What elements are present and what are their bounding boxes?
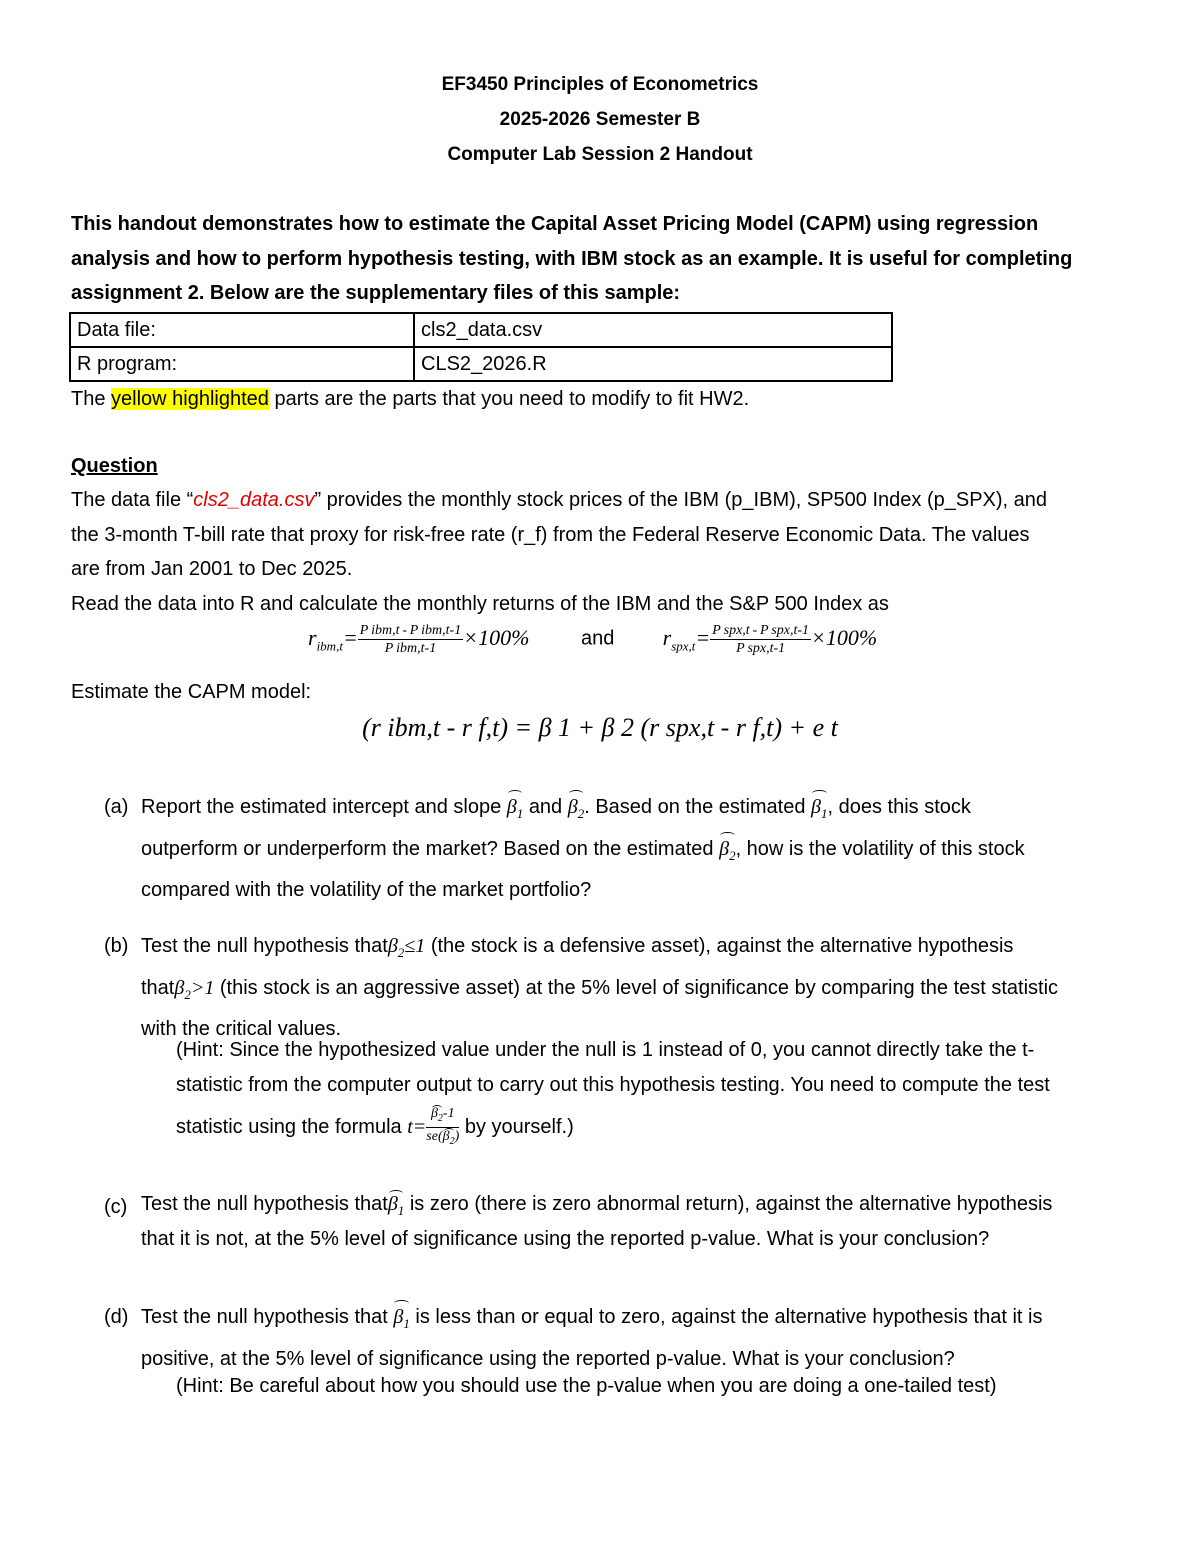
table-cell-value: CLS2_2026.R	[414, 347, 892, 381]
table-cell-value: cls2_data.csv	[414, 313, 892, 347]
semester-title: 2025-2026 Semester B	[499, 109, 701, 130]
table-cell-label: Data file:	[70, 313, 414, 347]
question-heading: Question	[71, 455, 158, 477]
table-cell-label: R program:	[70, 347, 414, 381]
capm-equation: (r ibm,t - r f,t) = β 1 + β 2 (r spx,t - r f,t) + e t	[362, 713, 838, 742]
part-b-hint: (Hint: Since the hypothesized value under the null is 1 instead of 0, you cannot directly take the t- statistic from the computer output to carry out this hypothesis testing. You need to compute the test statistic using the formula t= $\frac{\beta_2-1}{se(\beta_2)}$ by yourself.)	[176, 1033, 1132, 1152]
highlight-note: The yellow highlighted parts are the parts that you need to modify to fit HW2.	[71, 388, 750, 410]
spx-return-formula: $r_{spx,t}=$ $\frac{\text{P spx,t - P spx,t-1}}{\text{P spx,t-1}}$ ×100%	[662, 623, 878, 656]
data-filename: cls2_data.csv	[193, 489, 315, 511]
part-b: (b) Test the null hypothesis thatβ$_2$≤1 (the stock is a defensive asset), against the alternative hypothesis thatβ$_2$>1 (this stock is an aggressive asset) at the 5% level of significance by comparing the test statistic with the critical values.	[104, 935, 1059, 1040]
part-a: (a) Report the estimated intercept and slope $\beta_1$ and $\beta_2$. Based on the estimated $\beta_1$, does this stock outperform or underperform the market? Based on the estimated $\beta_2$, how is the volatility of this stock compared with the volatility of the market portfolio?	[104, 790, 1132, 908]
intro-paragraph: This handout demonstrates how to estimate the Capital Asset Pricing Model (CAPM) using regression analysis and how to perform hypothesis testing, with IBM stock as an example. It is useful for completing assignment 2. Below are the supplementary files of this sample:	[71, 213, 1073, 304]
session-title: Computer Lab Session 2 Handout	[447, 144, 753, 165]
ibm-return-formula: $r_{ibm,t}=$ $\frac{\text{P ibm,t - P ibm,t-1}}{\text{P ibm,t-1}}$ ×100%	[308, 623, 530, 656]
course-title: EF3450 Principles of Econometrics	[441, 74, 759, 95]
part-d-hint: (Hint: Be careful about how you should use the p-value when you are doing a one-tailed test)	[176, 1375, 997, 1397]
supplementary-files-table	[69, 312, 893, 382]
table-row	[70, 347, 892, 381]
question-paragraph: The data file “cls2_data.csv” provides the monthly stock prices of the IBM (p_IBM), SP500 Index (p_SPX), and the 3-month T-bill rate that proxy for risk-free rate (r_f) from the Federal Reserve Economic Data. The values are from Jan 2001 to Dec 2025. Read the data into R and calculate the monthly returns of the IBM and the S&P 500 Index as	[71, 489, 1048, 615]
estimate-label: Estimate the CAPM model:	[71, 681, 312, 703]
part-c: (c) Test the null hypothesis thatβ$_1$ is zero (there is zero abnormal return), against the alternative hypothesis that it is not, at the 5% level of significance using the reported p-value. What is your conclusion?	[104, 1190, 1132, 1253]
part-d: (d) Test the null hypothesis that $\beta_1$ is less than or equal to zero, against the alternative hypothesis that it is positive, at the 5% level of significance using the reported p-value. What is your conclusion?	[104, 1300, 1132, 1376]
table-row	[70, 313, 892, 347]
highlighted-text: yellow highlighted	[111, 388, 269, 410]
return-formulas: $r_{ibm,t}=$ $\frac{\text{P ibm,t - P ibm,t-1}}{\text{P ibm,t-1}}$ ×100% and $r_{spx,t}=$ $\frac{\text{P spx,t - P spx,t-1}}{\text{P spx,t-1}}$ ×100%	[308, 623, 878, 656]
